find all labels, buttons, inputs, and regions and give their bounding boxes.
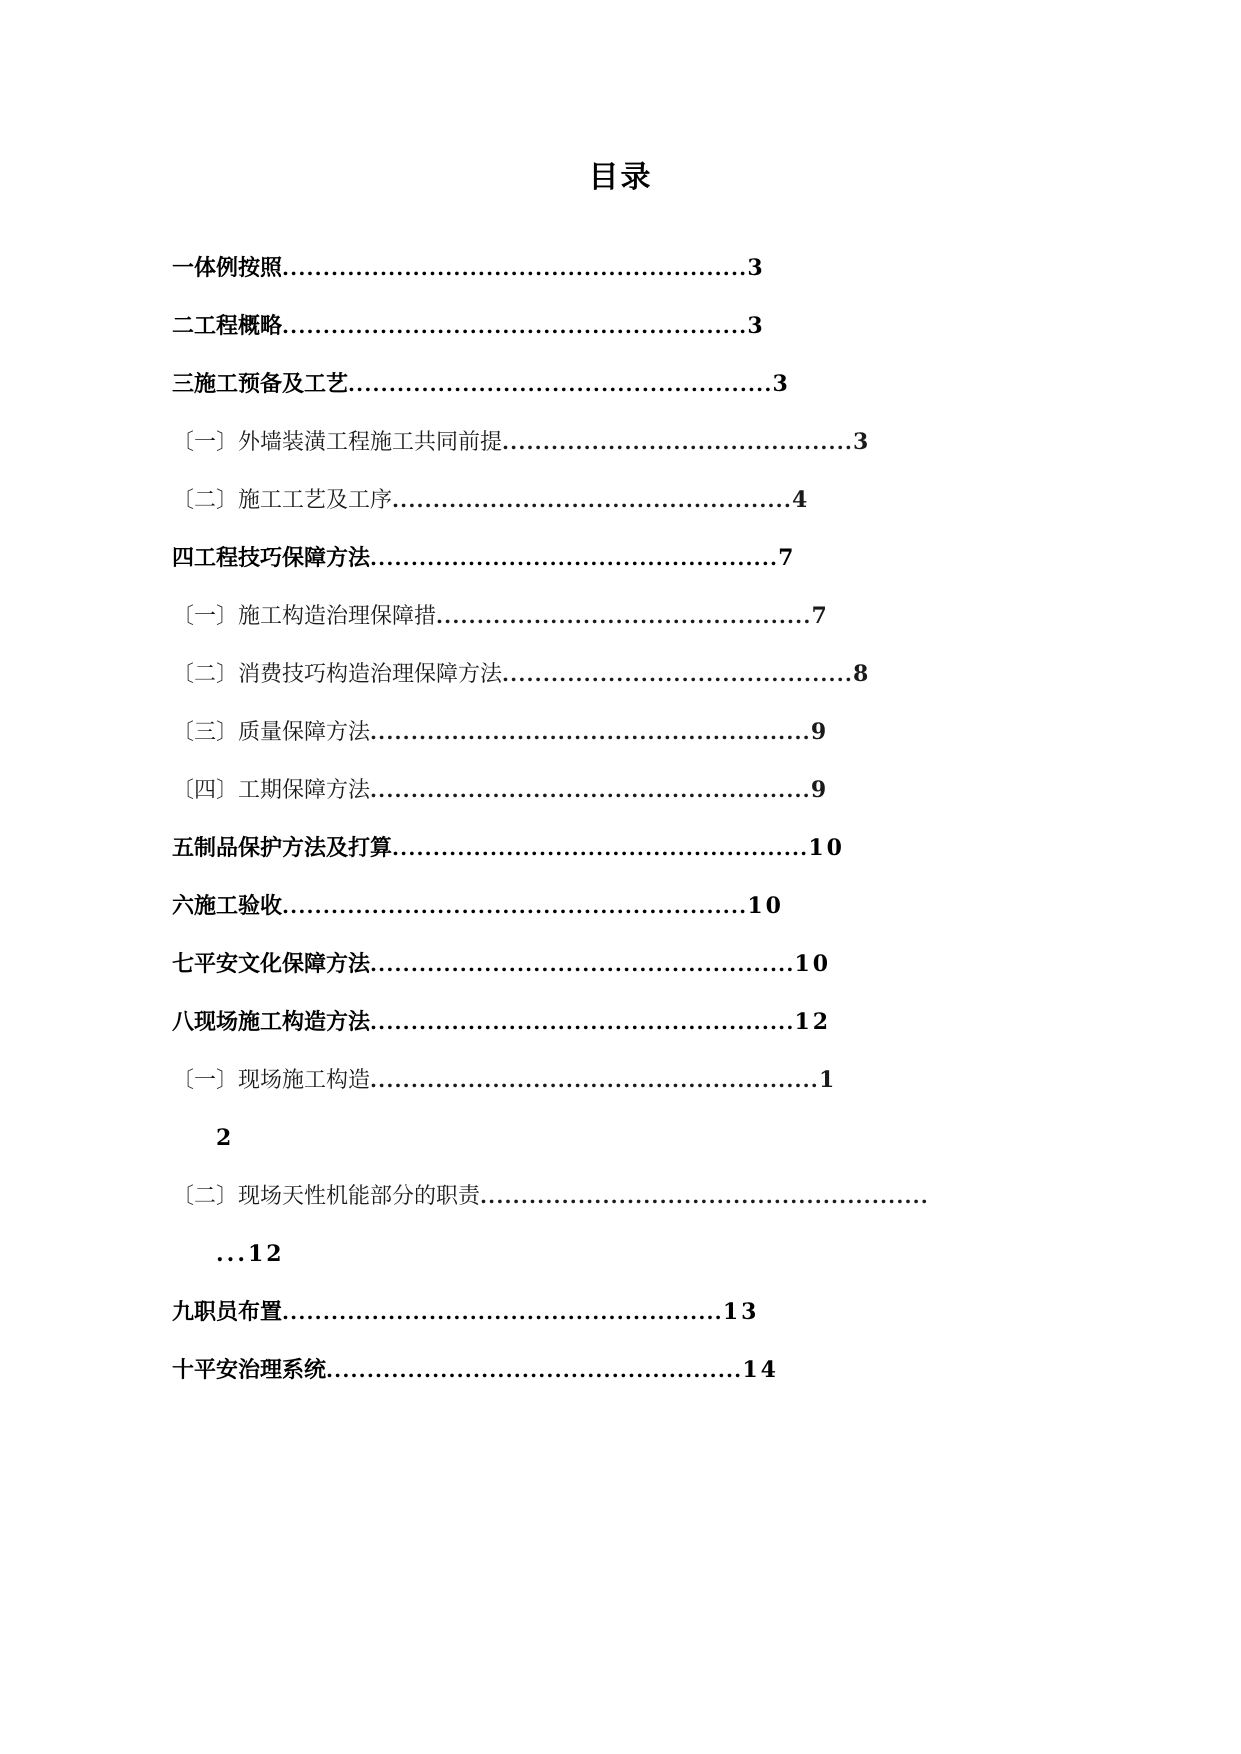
toc-entry-label: 五制品保护方法及打算 <box>172 836 393 861</box>
toc-entry-label: 〔一〕施工构造治理保障措 <box>172 604 437 629</box>
toc-entry[interactable] <box>172 891 962 921</box>
toc-entry-leader: ......................................................... <box>282 314 748 338</box>
toc-entry-label: 〔一〕外墙装潢工程施工共同前提 <box>172 430 503 455</box>
toc-entry-page: 7 <box>811 603 830 629</box>
toc-entry-leader: ...................................................... <box>370 720 811 744</box>
toc-entry-label: 〔二〕施工工艺及工序 <box>172 488 393 513</box>
toc-entry-page: 10 <box>794 951 832 977</box>
toc-entry[interactable] <box>172 717 972 747</box>
toc-entry[interactable] <box>172 659 952 689</box>
toc-entry-page: 3 <box>853 429 872 455</box>
toc-entry-leader: ......................................................... <box>282 256 748 280</box>
toc-entry-leader: ................................................... <box>326 1358 743 1382</box>
toc-entry-label: 〔二〕消费技巧构造治理保障方法 <box>172 662 503 687</box>
toc-entry-label: 〔三〕质量保障方法 <box>172 720 371 745</box>
toc-entry-leader: ....................................................... <box>370 1068 819 1092</box>
toc-entry-page: 3 <box>772 371 791 397</box>
toc-entry-label: 四工程技巧保障方法 <box>172 546 371 571</box>
toc-entry[interactable] <box>172 1007 962 1037</box>
toc-entry[interactable] <box>172 369 932 399</box>
toc-entry-continuation: ...12 <box>216 1241 285 1267</box>
toc-entry-page: 4 <box>792 487 811 513</box>
toc-entry-page: 7 <box>778 545 797 571</box>
toc-entry-label: 三施工预备及工艺 <box>172 372 349 397</box>
toc-entry[interactable] <box>172 253 932 283</box>
toc-entry-page: 9 <box>810 777 830 803</box>
toc-entry-leader: ....................................................... <box>480 1184 929 1208</box>
toc-entry-label: 六施工验收 <box>172 894 283 919</box>
toc-entry[interactable] <box>172 949 962 979</box>
toc-entry-label: 〔一〕现场施工构造 <box>172 1068 371 1093</box>
toc-entry-page: 12 <box>794 1009 832 1035</box>
toc-entry[interactable] <box>172 1181 972 1211</box>
toc-entry-leader: .................................................... <box>370 1010 795 1034</box>
toc-entry-label: 八现场施工构造方法 <box>172 1010 371 1035</box>
toc-entry[interactable] <box>172 1355 932 1385</box>
page-title: 目录 <box>588 160 653 195</box>
toc-entry[interactable] <box>172 833 962 863</box>
toc-entry-leader: .................................................... <box>348 372 773 396</box>
toc-entry-leader: ......................................................... <box>282 894 748 918</box>
toc-entry-label: 一体例按照 <box>172 256 283 281</box>
toc-entry-leader: ........................................... <box>502 430 854 454</box>
toc-entry-continuation: 2 <box>216 1125 235 1151</box>
toc-entry-page: 3 <box>747 313 766 339</box>
toc-entry-leader: .................................................. <box>370 546 779 570</box>
toc-entry-label: 七平安文化保障方法 <box>172 952 371 977</box>
toc-entry[interactable] <box>172 775 972 805</box>
toc-entry-page: 1 <box>818 1067 838 1093</box>
toc-entry-page: 9 <box>810 719 830 745</box>
toc-entry-page: 13 <box>722 1299 760 1325</box>
toc-entry-label: 〔四〕工期保障方法 <box>172 778 371 803</box>
toc-entry-page: 10 <box>747 893 784 919</box>
toc-entry-label: 十平安治理系统 <box>172 1358 327 1383</box>
toc-entry[interactable] <box>172 485 952 515</box>
toc-entry-leader: ...................................................... <box>282 1300 723 1324</box>
toc-entry-label: 二工程概略 <box>172 314 283 339</box>
toc-entry-label: 九职员布置 <box>172 1300 283 1325</box>
toc-entry[interactable] <box>172 543 932 573</box>
toc-entry-page: 3 <box>747 255 766 281</box>
toc-entry[interactable] <box>172 601 952 631</box>
toc-entry-leader: ................................................. <box>392 488 792 512</box>
toc-entry-leader: .................................................... <box>370 952 795 976</box>
toc-entry-leader: ...................................................... <box>370 778 811 802</box>
toc-entry[interactable] <box>172 311 932 341</box>
toc-entry[interactable] <box>172 1297 932 1327</box>
toc-entry-leader: ........................................... <box>502 662 854 686</box>
toc-entry[interactable] <box>172 427 952 457</box>
toc-entry-page: 14 <box>742 1357 779 1383</box>
toc-entry[interactable] <box>172 1065 972 1095</box>
toc-entry-page: 10 <box>808 835 845 861</box>
toc-entry-label: 〔二〕现场天性机能部分的职责 <box>172 1184 481 1209</box>
toc-entry-leader: .............................................. <box>436 604 812 628</box>
toc-entry-page: 8 <box>853 661 872 687</box>
toc-entry-leader: ................................................... <box>392 836 809 860</box>
